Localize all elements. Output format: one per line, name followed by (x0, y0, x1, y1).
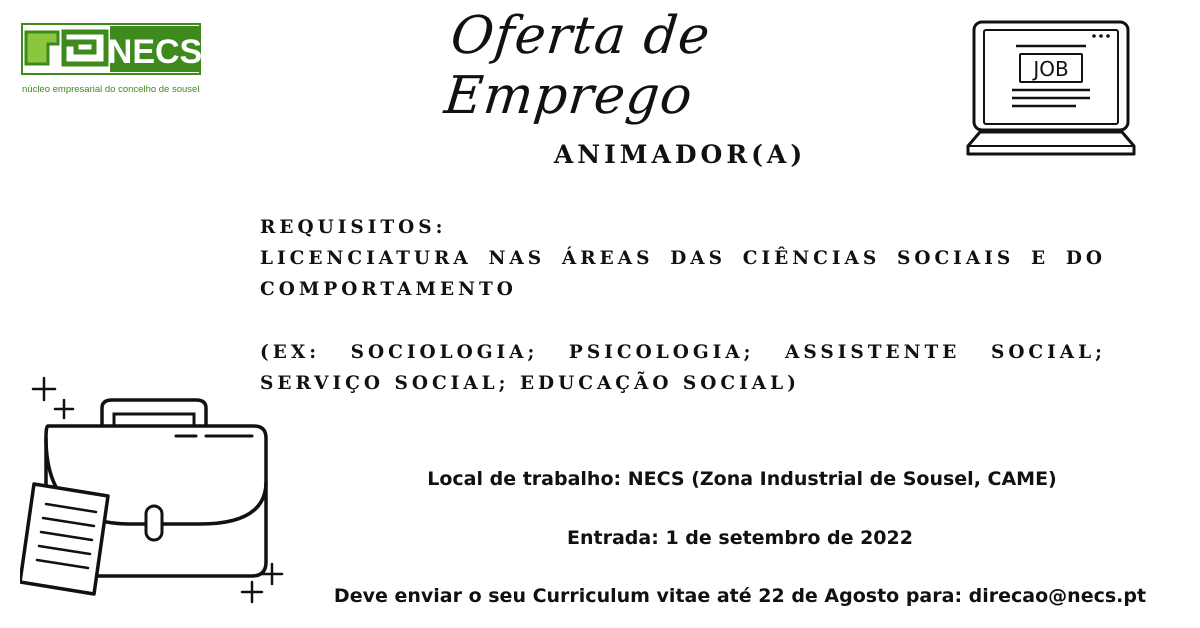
svg-text:NECS: NECS (107, 33, 202, 71)
document-icon (20, 484, 108, 594)
laptop-icon (966, 18, 1140, 164)
svg-text:JOB: JOB (1033, 57, 1069, 81)
work-location: Local de trabalho: NECS (Zona Industrial de Sousel, CAME) (427, 468, 1057, 490)
requirements-heading: REQUISITOS: (260, 217, 447, 238)
requirements-examples: (EX: SOCIOLOGIA; PSICOLOGIA; ASSISTENTE SOCIAL; SERVIÇO SOCIAL; EDUCAÇÃO SOCIAL) (260, 342, 1106, 394)
logo-tagline: núcleo empresarial do concelho de sousel (22, 84, 200, 95)
requirements-block (260, 212, 1106, 399)
page-title: Oferta de Emprego (441, 6, 714, 126)
necs-logo-icon (20, 22, 202, 76)
job-title: ANIMADOR(A) (553, 140, 807, 169)
briefcase-icon (20, 372, 300, 612)
application-instructions: Deve enviar o seu Curriculum vitae até 22 de Agosto para: direcao@necs.pt (333, 585, 1147, 607)
requirements-spacer (260, 305, 1106, 337)
start-date: Entrada: 1 de setembro de 2022 (567, 527, 913, 549)
necs-logo (20, 22, 210, 102)
requirements-degree: LICENCIATURA NAS ÁREAS DAS CIÊNCIAS SOCIAIS E DO COMPORTAMENTO (260, 248, 1106, 300)
